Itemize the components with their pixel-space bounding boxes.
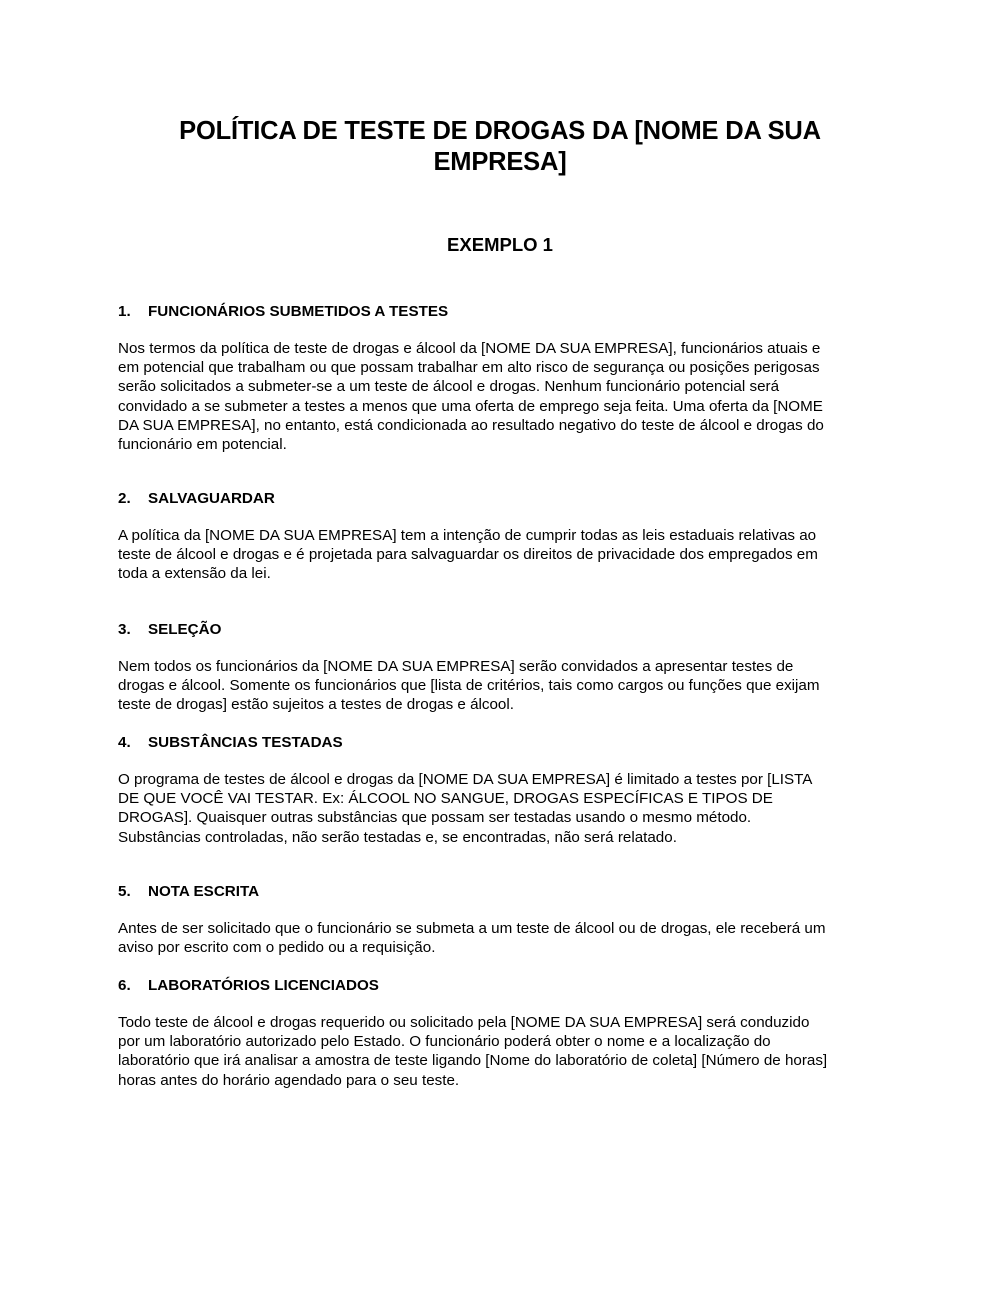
section-number: 1. [118,303,131,320]
body-line: por um laboratório autorizado pelo Estado. O funcionário poderá obter o nome e a localização do [118,1033,771,1051]
body-line: Nos termos da política de teste de drogas e álcool da [NOME DA SUA EMPRESA], funcionários atuais e [118,340,821,357]
section-heading-2 [118,489,275,508]
section-number: 3. [118,621,131,638]
section-body-3 [118,657,893,715]
body-line: em potencial que trabalham ou que possam trabalhar em alto risco de segurança ou posições perigosas [118,359,820,377]
body-line: drogas e álcool. Somente os funcionários que [lista de critérios, tais como cargos ou funções que exijam [118,677,820,695]
body-line: DA SUA EMPRESA], no entanto, está condicionada ao resultado negativo do teste de álcool e drogas do [118,416,824,434]
body-line: Antes de ser solicitado que o funcionário se submeta a um teste de álcool ou de drogas, ele receberá um [118,920,826,937]
body-line: Todo teste de álcool e drogas requerido ou solicitado pela [NOME DA SUA EMPRESA] será conduzido [118,1014,810,1031]
title-line: EMPRESA] [433,148,567,176]
body-line: serão solicitados a submeter-se a um teste de álcool e drogas. Nenhum funcionário potencial será [118,378,780,396]
body-line: A política da [NOME DA SUA EMPRESA] tem a intenção de cumprir todas as leis estaduais relativas ao [118,527,817,544]
section-title: LABORATÓRIOS LICENCIADOS [148,977,379,994]
document-subtitle: EXEMPLO 1 [447,234,553,255]
body-line: Substâncias controladas, não serão testadas e, se encontradas, não será relatado. [118,828,677,846]
body-line: toda a extensão da lei. [118,565,271,583]
section-title: FUNCIONÁRIOS SUBMETIDOS A TESTES [148,303,449,320]
section-title: NOTA ESCRITA [148,883,260,900]
section-heading-6 [118,976,379,995]
body-line: DE QUE VOCÊ VAI TESTAR. Ex: ÁLCOOL NO SANGUE, DROGAS ESPECÍFICAS E TIPOS DE [118,790,773,808]
section-heading-4 [118,733,343,752]
section-body-5 [118,919,893,957]
body-line: funcionário em potencial. [118,436,287,454]
body-line: teste de drogas] estão sujeitos a testes de drogas e álcool. [118,696,514,714]
section-body-1 [118,339,893,454]
body-line: teste de álcool e drogas e é projetada para salvaguardar os direitos de privacidade dos empregados em [118,546,818,564]
section-number: 2. [118,490,131,507]
section-title: SUBSTÂNCIAS TESTADAS [148,734,343,751]
body-line: horas antes do horário agendado para o seu teste. [118,1071,460,1089]
body-line: convidado a se submeter a testes a menos que uma oferta de emprego seja feita. Uma oferta da [NOME [118,397,823,415]
section-body-2 [118,526,893,584]
section-number: 5. [118,883,131,900]
body-line: Nem todos os funcionários da [NOME DA SUA EMPRESA] serão convidados a apresentar testes de [118,658,794,675]
body-line: O programa de testes de álcool e drogas da [NOME DA SUA EMPRESA] é limitado a testes por [LISTA [118,771,813,788]
body-line: laboratório que irá analisar a amostra de teste ligando [Nome do laboratório de coleta] [Número de horas] [118,1052,828,1070]
document-title [118,116,882,178]
section-number: 6. [118,977,131,994]
section-heading-5 [118,882,259,901]
section-body-4 [118,770,893,847]
section-title: SALVAGUARDAR [148,490,275,507]
section-title: SELEÇÃO [148,621,222,638]
title-line: POLÍTICA DE TESTE DE DROGAS DA [NOME DA SUA [179,117,821,145]
section-heading-3 [118,620,221,639]
body-line: DROGAS]. Quaisquer outras substâncias que possam ser testadas usando o mesmo método. [118,809,752,827]
section-heading-1 [118,302,448,321]
section-number: 4. [118,734,131,751]
section-body-6 [118,1013,893,1090]
body-line: aviso por escrito com o pedido ou a requisição. [118,939,436,957]
